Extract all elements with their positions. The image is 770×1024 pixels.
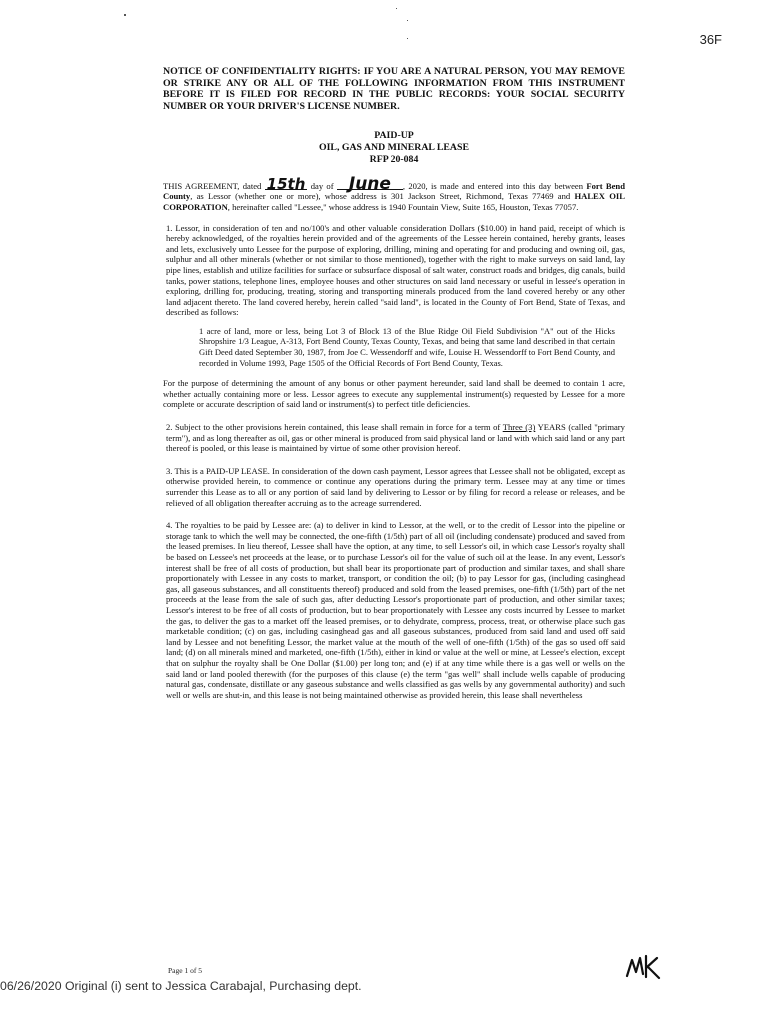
- paragraph-2-after: YEARS (called "primary term"), and as long thereafter as oil, gas or other mineral is produced from said physical land or land with which said land or any part thereof is pooled, or this lease is maintained by virtue of some other provision hereof.: [166, 422, 625, 454]
- scan-speck: [407, 38, 408, 39]
- page-number: 36F: [699, 32, 722, 47]
- paragraph-3: 3. This is a PAID-UP LEASE. In consideration of the down cash payment, Lessor agrees that Lessee shall not be obligated, except as otherwise provided herein, to commence or continue any operations during the primary term. Lessee may at any time or times surrender this Lease as to all or any portion of said land by delivering to Lessor or by filing for record a release or releases, and be relieved of all obligation thereafter accruing as to the acreage surrendered.: [166, 465, 625, 508]
- agreement-clause: [163, 173, 625, 213]
- paragraph-4: 4. The royalties to be paid by Lessee are: (a) to deliver in kind to Lessor, at the well, or to the credit of Lessor into the pipeline or storage tank to which the well may be connected, the one-fifth (1/5th) part of all oil (including condensate) produced and saved from the leased premises. In lieu thereof, Lessee shall have the option, at any time, to sell Lessor's oil, in which case Lessor's royalty shall be based on Lessee's net proceeds at the lease, or to purchase Lessor's oil for the value of such oil at the lease. In any event, Lessor's interest shall be free of all costs of production, but shall bear its proportionate part of production and similar taxes, and shall share proportionately with Lessee in any costs to market, transport, or condition the oil; (b) to pay Lessor for gas, (including casinghead gas, all gaseous substances, and all constituents thereof) produced and sold from the leased premises, one-fifth (1/5th) part of the net proceeds at the lease from the sale of such gas, after deducting Lessor's proportionate part of production, and other similar taxes; Lessor's interest to be free of all costs of production, but to bear proportionately with Lessee any costs incurred by Lessee to market the gas, to deliver the gas to a market off the leased premises, or to dehydrate, compress, process, treat, or otherwise place such gas marketable condition; (c) on gas, including casinghead gas and all gaseous substances, produced from said land and used off said land by Lessee and not benefiting Lessor, the market value at the mouth of the well of one-fifth (1/5th) of the gas so used off said land; (d) on all minerals mined and marketed, one-fifth (1/5th), either in kind or value at the well or mine, at Lessee's election, except that on sulphur the royalty shall be One Dollar ($1.00) per long ton; and (e) if at any time while there is a gas well or wells on the said land or land pooled therewith (for the purposes of this clause (e) the term "gas well" shall include wells capable of producing natural gas, condensate, distillate or any gaseous substance and wells classified as gas wells by any governmental authority) and such well or wells are shut-in, and this lease is not being maintained otherwise as provided herein, this lease shall nevertheless: [166, 520, 625, 700]
- lessee-text: , hereinafter called "Lessee," whose address is 1940 Fountain View, Suite 165, Houston, Texas 77057.: [227, 201, 579, 212]
- lessor-text: , as Lessor (whether one or more), whose address is 301 Jackson Street, Richmond, Texas 77469 and: [190, 191, 575, 202]
- agreement-year: , 2020, is made and entered into this day between: [402, 180, 587, 191]
- title-line-3: RFP 20-084: [369, 153, 419, 165]
- document-title: [163, 130, 625, 165]
- handwritten-day: 15th: [266, 174, 306, 193]
- paragraph-bonus: For the purpose of determining the amount of any bonus or other payment hereunder, said land shall be deemed to contain 1 acre, whether actually containing more or less. Lessor agrees to execute any supplemental instrument(s) requested by Lessee for a more complete or accurate description of said land or instrument(s) to perfect title deficiencies.: [163, 378, 625, 410]
- scan-speck: [407, 20, 408, 21]
- lessor-name: Fort Bend County: [163, 180, 625, 202]
- lease-document: [163, 66, 625, 708]
- page-count: Page 1 of 5: [168, 966, 202, 975]
- agreement-prefix: THIS AGREEMENT, dated: [163, 180, 265, 191]
- primary-term: Three (3): [502, 422, 536, 433]
- handwritten-month: June: [337, 179, 403, 190]
- scan-speck: [124, 14, 126, 16]
- lessee-name: HALEX OIL CORPORATION: [163, 191, 625, 212]
- title-line-2: OIL, GAS AND MINERAL LEASE: [319, 142, 469, 154]
- routing-note: 06/26/2020 Original (i) sent to Jessica Carabajal, Purchasing dept.: [0, 979, 362, 993]
- paragraph-2: [163, 422, 625, 454]
- paragraph-1: 1. Lessor, in consideration of ten and no/100's and other valuable consideration Dollars ($10.00) in hand paid, receipt of which is hereby acknowledged, of the royalties herein provided and of the agreements of the Lessee herein contained, hereby grants, leases and lets, exclusively unto Lessee for the purpose of exploring, drilling, mining and operating for and producing and owning oil, gas, sulphur and all other minerals (whether or not similar to those mentioned), together with the right to make surveys on said land, lay pipe lines, establish and utilize facilities for surface or subsurface disposal of salt water, construct roads and bridges, dig canals, build tanks, power stations, telephone lines, employee houses and other structures on said land necessary or useful in lessee's operation in exploring, drilling for, producing, treating, storing and transporting minerals produced from the land covered hereby or any other land adjacent thereto. The land covered hereby, herein called "said land", is located in the County of Fort Bend, State of Texas, and described as follows:: [166, 222, 625, 318]
- scan-speck: [396, 8, 397, 9]
- legal-description: 1 acre of land, more or less, being Lot 3 of Block 13 of the Blue Ridge Oil Field Subdivision "A" out of the Hicks Shropshire 1/3 League, A-313, Fort Bend County, Texas County, Texas, and being that same land described in that certain Gift Deed dated September 30, 1987, from Joe C. Wessendorff and wife, Louise H. Wessendorff to Fort Bend County, and recorded in Volume 1993, Page 1505 of the Official Records of Fort Bend County, Texas.: [199, 325, 615, 368]
- handwritten-initials: [624, 950, 662, 982]
- agreement-day-of: day of: [307, 180, 337, 191]
- title-line-1: PAID-UP: [374, 130, 414, 142]
- confidentiality-notice: NOTICE OF CONFIDENTIALITY RIGHTS: IF YOU ARE A NATURAL PERSON, YOU MAY REMOVE OR STRIKE ANY OR ALL OF THE FOLLOWING INFORMATION FROM THIS INSTRUMENT BEFORE IT IS FILED FOR RECORD IN THE PUBLIC RECORDS: YOUR SOCIAL SECURITY NUMBER OR YOUR DRIVER'S LICENSE NUMBER.: [163, 66, 625, 112]
- paragraph-2-before: 2. Subject to the other provisions herein contained, this lease shall remain in force for a term of: [166, 422, 503, 433]
